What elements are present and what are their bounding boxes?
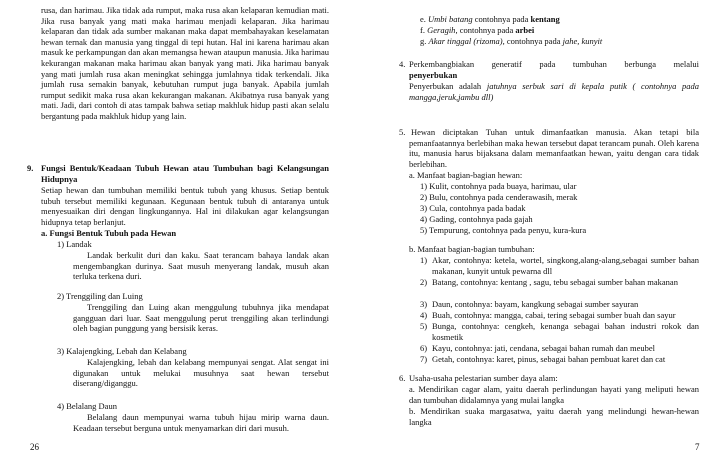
subsection-a-title: a. Fungsi Bentuk Tubuh pada Hewan (41, 228, 177, 238)
item-4-line: Perkembangbiakan generatif pada tumbuhan berbunga melalui (409, 59, 699, 69)
section-9-title: Fungsi Bentuk/Keadaan Tubuh Hewan atau Tumbuhan bagi Kelangsungan Hidupnya (41, 163, 329, 184)
tumbuhan-3-num: 3) (420, 299, 428, 309)
item-5-number: 5. (399, 127, 406, 137)
item-1-body: Landak berkulit duri dan kaku. Saat terancam bahaya landak akan mengembangkan durinya. Saat musuh menyerang landak, musuh akan terluka terkena duri. (73, 250, 329, 282)
hewan-item-1: 1) Kulit, contohnya pada buaya, harimau, ular (420, 181, 577, 191)
section-9-number: 9. (27, 163, 34, 173)
item-1-head: 1) Landak (57, 239, 92, 249)
item-5-sub-b: b. Manfaat bagian-bagian tumbuhan: (409, 244, 535, 254)
tumbuhan-4-text: Buah, contohnya: mangga, cabai, tering sebagai sumber buah dan sayur (432, 310, 676, 320)
item-5-body: Hewan diciptakan Tuhan untuk dimanfaatkan manusia. Akan tetapi bila pemanfaatannya berlebihan maka hewan tersebut dapat terancam punah. Oleh karena itu, manusia harus bijaksana dalam memanfaatkan hewan, yaitu dengan cara tidak berlebihan. (409, 127, 699, 169)
item-4-definition: Penyerbukan adalah jatuhnya serbuk sari di kepala putik ( contohnya pada mangga,jeruk,jambu dll) (409, 81, 700, 102)
item-6-b: b. Mendirikan suaka margasatwa, yaitu daerah yang melindungi hewan-hewan langka (409, 406, 699, 427)
item-6-title: Usaha-usaha pelestarian sumber daya alam: (409, 373, 558, 383)
tumbuhan-4-num: 4) (420, 310, 428, 320)
tumbuhan-7-text: Getah, contohnya: karet, pinus, sebagai bahan pembuat karet dan cat (432, 354, 666, 364)
intro-paragraph: rusa, dan harimau. Jika tidak ada rumput, maka rusa akan kelaparan kemudian mati. Jika rusa banyak yang mati maka harimau menjadi kelaparan. Jika harimau kelaparan dan tidak ada sumber makanan maka dapat membahayakan keselamatan hewan ternak dan manusia yang tinggal di tepi hutan. Hal ini karena harimau akan masuk ke perkampungan dan akan memangsa hewan ataupun manusia. Jika harimau kekurangan makanan maka harimau akan banyak yang mati. Jika harimau banyak yang mati jumlah rusa akan meningkat sehingga jumlahnya tidak terkendali. Jika jumlah rusa semakin banyak, kebutuhan rumput juga banyak. Apabila jumlah rumput sedikit maka rusa akan kekurangan makanan. Akibatnya rusa banyak yang mati. Jadi, dari contoh di atas tampak bahwa setiap makhluk hidup pasti akan selalu bergantung pada makhluk hidup yang lain. (41, 5, 329, 121)
item-4-number: 4. (399, 59, 406, 69)
tumbuhan-1-text: Akar, contohnya: ketela, wortel, singkong,alang-alang,sebagai sumber bahan makanan, kunyit untuk pewarna dll (432, 255, 699, 276)
hewan-item-2: 2) Bulu, contohnya pada cenderawasih, merak (420, 192, 578, 202)
list-item-g: g. Akar tinggal (rizoma), contohnya pada jahe, kunyit (420, 36, 603, 46)
hewan-item-3: 3) Cula, contohnya pada badak (420, 203, 526, 213)
item-4-body: Belalang daun mempunyai warna tubuh hijau mirip warna daun. Keadaan tersebut berguna untuk menyamarkan diri dari musuh. (73, 412, 329, 433)
tumbuhan-7-num: 7) (420, 354, 428, 364)
item-2-head: 2) Trenggiling dan Luing (57, 291, 143, 301)
tumbuhan-2-text: Batang, contohnya: kentang , sagu, tebu sebagai sumber bahan makanan (432, 277, 678, 287)
tumbuhan-5-num: 5) (420, 321, 428, 331)
item-5-sub-a: a. Manfaat bagian-bagian hewan: (409, 170, 523, 180)
item-4-penyerbukan: penyerbukan (409, 70, 458, 80)
hewan-item-5: 5) Tempurung, contohnya pada penyu, kura-kura (420, 225, 587, 235)
tumbuhan-5-text: Bunga, contohnya: cengkeh, kenanga sebagai bahan industri rokok dan kosmetik (432, 321, 699, 342)
tumbuhan-1-num: 1) (420, 255, 428, 265)
item-2-body: Trenggiling dan Luing akan menggulung tubuhnya jika mendapat gangguan dari luar. Saat menggulung perut trenggiling akan terlindungi oleh bagian punggung yang bersisik keras. (73, 302, 329, 334)
right-page-number: 7 (695, 442, 700, 453)
item-6-number: 6. (399, 373, 406, 383)
list-item-f: f. Geragih, contohnya pada arbei (420, 25, 535, 35)
tumbuhan-3-text: Daun, contohnya: bayam, kangkung sebagai sumber sayuran (432, 299, 639, 309)
item-3-body: Kalajengking, lebah dan kelabang mempunyai sengat. Alat sengat ini digunakan untuk melukai musuhnya saat hewan tersebut diserang/diganggu. (73, 357, 329, 389)
hewan-item-4: 4) Gading, contohnya pada gajah (420, 214, 533, 224)
left-page-number: 26 (30, 442, 39, 453)
tumbuhan-2-num: 2) (420, 277, 428, 287)
item-4-head: 4) Belalang Daun (57, 401, 117, 411)
right-page (364, 0, 728, 475)
item-6-a: a. Mendirikan cagar alam, yaitu daerah perlindungan hayati yang meliputi hewan dan tumbuhan didalamnya yang mulai langka (409, 384, 699, 405)
item-3-head: 3) Kalajengking, Lebah dan Kelabang (57, 346, 187, 356)
section-9-body: Setiap hewan dan tumbuhan memiliki bentuk tubuh yang khusus. Setiap bentuk tubuh tersebut memiliki kegunaan. Kegunaan bentuk tubuh di antaranya untuk menyesuaikan diri dengan lingkungannya. Hal ini dilakukan agar kelangsungan hidupnya tetap berlanjut. (41, 185, 329, 227)
tumbuhan-6-text: Kayu, contohnya: jati, cendana, sebagai bahan rumah dan meubel (432, 343, 656, 353)
list-item-e: e. Umbi batang contohnya pada kentang (420, 14, 560, 24)
tumbuhan-6-num: 6) (420, 343, 428, 353)
